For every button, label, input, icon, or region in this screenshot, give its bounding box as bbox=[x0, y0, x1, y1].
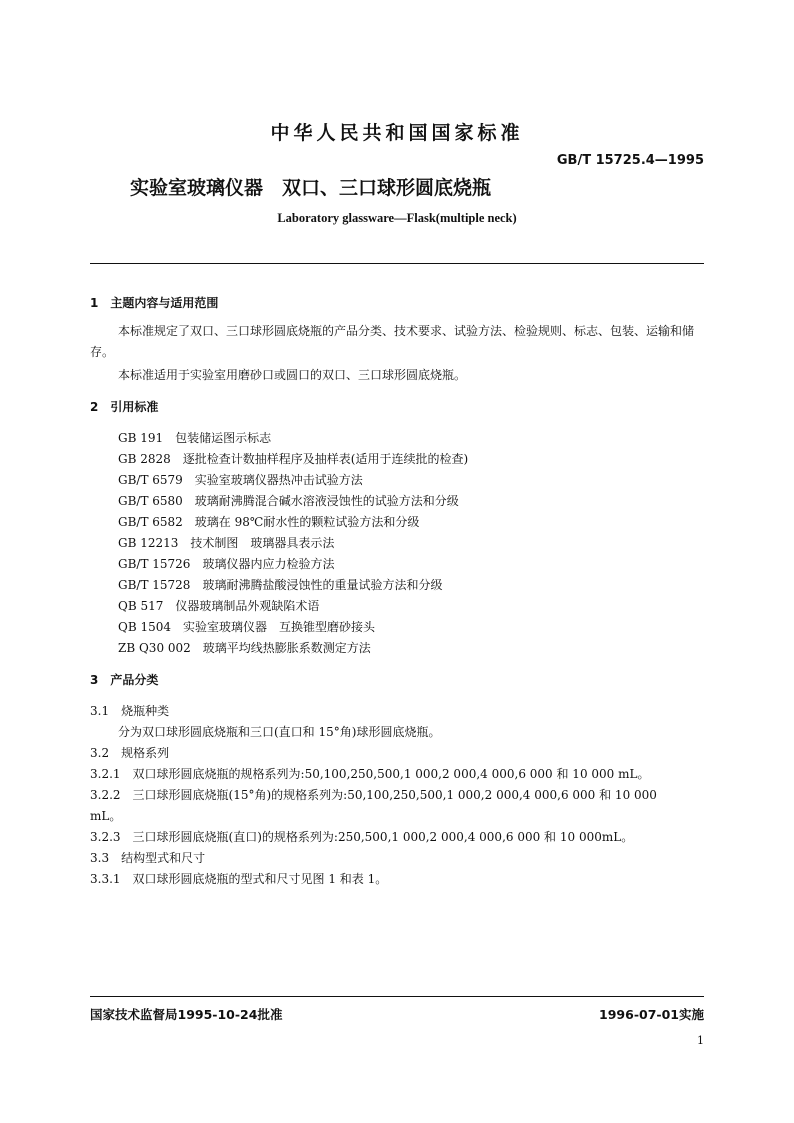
reference-item: QB 517 仪器玻璃制品外观缺陷术语 bbox=[118, 599, 320, 613]
section-3-3-heading: 3.3 结构型式和尺寸 bbox=[90, 851, 206, 865]
section-2-heading: 2 引用标准 bbox=[90, 400, 159, 414]
document-title-en: Laboratory glassware—Flask(multiple neck) bbox=[277, 211, 517, 225]
section-3-heading: 3 产品分类 bbox=[90, 673, 159, 687]
reference-item: GB/T 6582 玻璃在 98℃耐水性的颗粒试验方法和分级 bbox=[118, 515, 420, 529]
reference-item: QB 1504 实验室玻璃仪器 互换锥型磨砂接头 bbox=[118, 620, 376, 634]
reference-item: GB 191 包装储运图示标志 bbox=[118, 431, 272, 445]
document-title-cn: 实验室玻璃仪器 双口、三口球形圆底烧瓶 bbox=[130, 177, 492, 199]
section-3-2-2-line-2: mL。 bbox=[90, 809, 122, 823]
reference-item: GB 2828 逐批检查计数抽样程序及抽样表(适用于连续批的检查) bbox=[118, 452, 469, 466]
national-standard-heading: 中华人民共和国国家标准 bbox=[270, 122, 524, 144]
reference-item: GB/T 6580 玻璃耐沸腾混合碱水溶液浸蚀性的试验方法和分级 bbox=[118, 494, 459, 508]
section-3-3-1: 3.3.1 双口球形圆底烧瓶的型式和尺寸见图 1 和表 1。 bbox=[90, 872, 388, 886]
reference-item: GB/T 15728 玻璃耐沸腾盐酸浸蚀性的重量试验方法和分级 bbox=[118, 578, 443, 592]
section-3-2-1: 3.2.1 双口球形圆底烧瓶的规格系列为:50,100,250,500,1 000,2 000,4 000,6 000 和 10 000 mL。 bbox=[90, 767, 650, 781]
section-3-2-2-line-1: 3.2.2 三口球形圆底烧瓶(15°角)的规格系列为:50,100,250,500,1 000,2 000,4 000,6 000 和 10 000 bbox=[90, 788, 657, 802]
section-1-heading: 1 主题内容与适用范围 bbox=[90, 296, 219, 310]
section-3-1-text: 分为双口球形圆底烧瓶和三口(直口和 15°角)球形圆底烧瓶。 bbox=[118, 725, 441, 739]
standard-number: GB/T 15725.4—1995 bbox=[556, 153, 704, 168]
section-3-2-heading: 3.2 规格系列 bbox=[90, 746, 170, 760]
reference-item: GB/T 6579 实验室玻璃仪器热冲击试验方法 bbox=[118, 473, 363, 487]
implementation-date: 1996-07-01实施 bbox=[599, 1007, 704, 1022]
approval-date: 国家技术监督局1995-10-24批准 bbox=[90, 1007, 283, 1022]
section-3-1-heading: 3.1 烧瓶种类 bbox=[90, 704, 170, 718]
reference-item: GB/T 15726 玻璃仪器内应力检验方法 bbox=[118, 557, 335, 571]
page-number: 1 bbox=[697, 1034, 704, 1047]
reference-item: GB 12213 技术制图 玻璃器具表示法 bbox=[118, 536, 335, 550]
section-1-paragraph-1: 本标准规定了双口、三口球形圆底烧瓶的产品分类、技术要求、试验方法、检验规则、标志、包装、运输和储存。 bbox=[90, 324, 695, 359]
section-3-2-3: 3.2.3 三口球形圆底烧瓶(直口)的规格系列为:250,500,1 000,2 000,4 000,6 000 和 10 000mL。 bbox=[90, 830, 634, 844]
section-1-paragraph-2: 本标准适用于实验室用磨砂口或圆口的双口、三口球形圆底烧瓶。 bbox=[118, 368, 467, 382]
reference-item: ZB Q30 002 玻璃平均线热膨胀系数测定方法 bbox=[118, 641, 371, 655]
footer-divider bbox=[90, 996, 704, 997]
header-divider bbox=[90, 263, 704, 264]
